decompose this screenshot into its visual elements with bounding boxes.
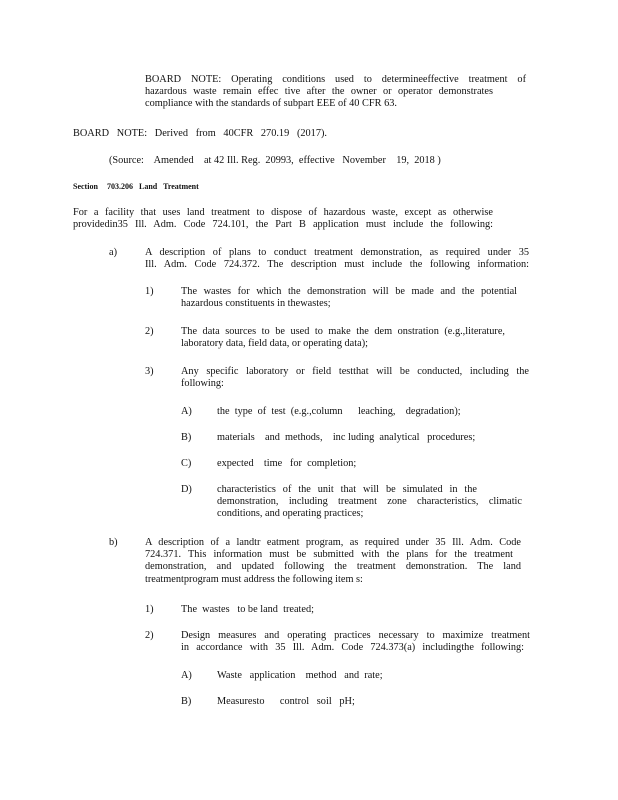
item-b-line: treatmentprogram must address the following item s: [145, 573, 363, 585]
item-b1-text: The wastes to be land treated; [181, 604, 314, 615]
item-a-line: Ill. Adm. Code 724.372. The description must include the following information: [145, 259, 529, 271]
source-note: (Source: Amended at 42 Ill. Reg. 20993, effective November 19, 2018 ) [109, 155, 441, 166]
intro-paragraph [73, 207, 493, 231]
item-a3-label: 3) [145, 366, 154, 377]
item-b2-line: in accordance with 35 Ill. Adm. Code 724.373(a) includingthe following: [181, 642, 524, 654]
board-note-top-line: BOARD NOTE: Operating conditions used to determineeffective treatment of [145, 74, 526, 85]
item-a3-line: following: [181, 378, 224, 390]
item-b2A-label: A) [181, 670, 192, 681]
board-note-top-line: compliance with the standards of subpart EEE of 40 CFR 63. [145, 98, 397, 110]
item-b-line: A description of a landtr eatment program, as required under 35 Ill. Adm. Code [145, 537, 521, 548]
item-a3A-label: A) [181, 406, 192, 417]
item-b2B-text: Measuresto control soil pH; [217, 696, 355, 707]
section-title: Land Treatment [139, 182, 199, 191]
item-b2B-label: B) [181, 696, 192, 707]
item-a3D-line: conditions, and operating practices; [217, 508, 364, 520]
item-b-line: demonstration, and updated following the treatment demonstration. The land [145, 561, 521, 573]
item-b2-text [181, 630, 530, 654]
item-b2-label: 2) [145, 630, 154, 641]
item-a3A-text: the type of test (e.g.,column leaching, degradation); [217, 406, 461, 417]
intro-line: providedin35 Ill. Adm. Code 724.101, the Part B application must include the following: [73, 219, 493, 231]
intro-line: For a facility that uses land treatment to dispose of hazardous waste, except as otherwise [73, 207, 493, 218]
item-a1-text [181, 286, 517, 310]
item-a2-text [181, 326, 505, 350]
item-a3-text [181, 366, 529, 390]
item-a1-line: hazardous constituents in thewastes; [181, 298, 331, 310]
section-number: 703.206 [107, 182, 133, 191]
item-b-label: b) [109, 537, 118, 548]
item-a-text [145, 247, 529, 271]
item-a3D-line: demonstration, including treatment zone characteristics, climatic [217, 496, 522, 508]
section-heading [73, 181, 199, 193]
item-b-line: 724.371. This information must be submitted with the plans for the treatment [145, 549, 513, 561]
item-a3D-line: characteristics of the unit that will be simulated in the [217, 484, 477, 495]
section-word: Section [73, 182, 98, 191]
item-a-line: A description of plans to conduct treatment demonstration, as required under 35 [145, 247, 529, 258]
item-a3C-label: C) [181, 458, 192, 469]
item-a3B-label: B) [181, 432, 192, 443]
item-a3B-text: materials and methods, inc luding analytical procedures; [217, 432, 476, 443]
item-b2A-text: Waste application method and rate; [217, 670, 383, 681]
board-note-top-line: hazardous waste remain effec tive after the owner or operator demonstrates [145, 86, 493, 98]
board-note-derived: BOARD NOTE: Derived from 40CFR 270.19 (2017). [73, 128, 327, 139]
item-a3-line: Any specific laboratory or field testthat will be conducted, including the [181, 366, 529, 377]
item-a2-line: laboratory data, field data, or operating data); [181, 338, 368, 350]
item-a3D-text [217, 484, 522, 521]
item-a-label: a) [109, 247, 117, 258]
item-a1-label: 1) [145, 286, 154, 297]
board-note-top [145, 74, 526, 111]
item-b1-label: 1) [145, 604, 154, 615]
item-a3D-label: D) [181, 484, 192, 495]
item-b-text [145, 537, 521, 586]
item-a1-line: The wastes for which the demonstration will be made and the potential [181, 286, 517, 297]
item-a3C-text: expected time for completion; [217, 458, 357, 469]
item-b2-line: Design measures and operating practices necessary to maximize treatment [181, 630, 530, 641]
item-a2-label: 2) [145, 326, 154, 337]
item-a2-line: The data sources to be used to make the dem onstration (e.g.,literature, [181, 326, 505, 337]
